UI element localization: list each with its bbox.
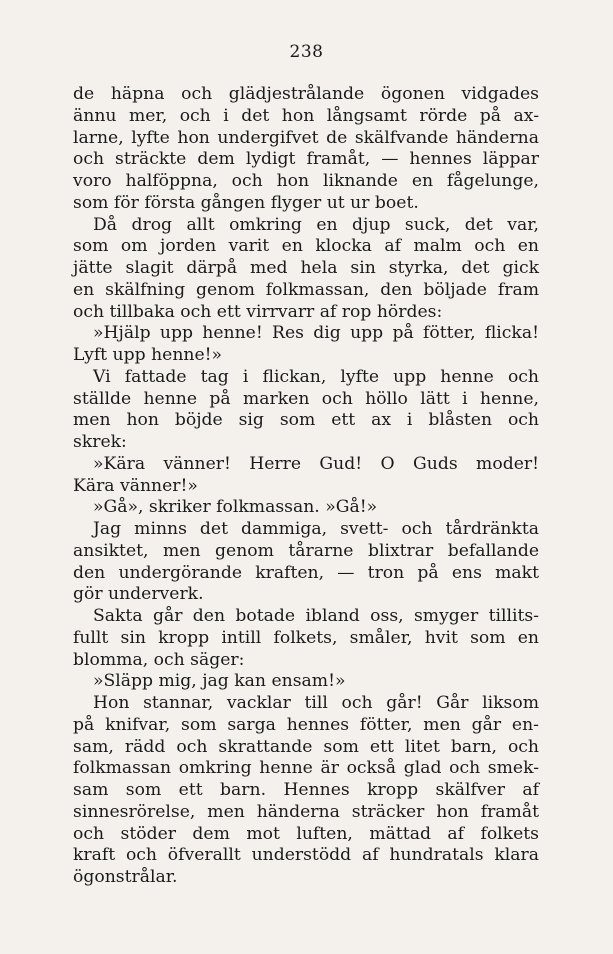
text-line: ansiktet, men genom tårarne blixtrar befallande [73, 540, 539, 561]
text-line: ögonstrålar. [73, 867, 178, 887]
text-line: och tillbaka och ett virrvarr af rop hördes: [73, 301, 443, 322]
text-line: Jag minns det dammiga, svett- och tårdränkta [93, 519, 539, 539]
text-line: skrek: [73, 432, 127, 452]
text-line: den undergörande kraften, — tron på ens makt [73, 562, 539, 583]
text-line: fullt sin kropp intill folkets, småler, hvit som en [73, 627, 539, 648]
text-line: sam, rädd och skrattande som ett litet barn, och [73, 736, 539, 757]
text-line: sam som ett barn. Hennes kropp skälfver af [73, 780, 539, 800]
text-line: Sakta går den botade ibland oss, smyger tillits- [93, 606, 539, 626]
text-line: »Hjälp upp henne! Res dig upp på fötter, flicka! [93, 323, 539, 344]
text-line: »Kära vänner! Herre Gud! O Guds moder! [93, 453, 539, 474]
text-line: som för första gången flyger ut ur boet. [73, 192, 419, 213]
text-line: Lyft upp henne!» [73, 345, 223, 365]
text-line: Kära vänner!» [73, 475, 198, 496]
text-line: en skälfning genom folkmassan, den böljade fram [73, 279, 539, 300]
text-line: gör underverk. [73, 584, 204, 605]
text-line: sinnesrörelse, men händerna sträcker hon framåt [73, 801, 539, 822]
text-line: »Gå», skriker folkmassan. »Gå!» [93, 497, 378, 518]
text-line: som om jorden varit en klocka af malm och en [73, 236, 539, 257]
text-line: Hon stannar, vacklar till och går! Går liksom [93, 693, 539, 713]
text-line: kraft och öfverallt understödd af hundratals klara [73, 845, 539, 866]
text-line: voro halföppna, och hon liknande en fågelunge, [73, 171, 539, 191]
text-line: jätte slagit därpå med hela sin styrka, det gick [73, 258, 539, 278]
body-text [73, 84, 539, 889]
text-line: Då drog allt omkring en djup suck, det var, [93, 214, 539, 235]
text-line: de häpna och glädjestrålande ögonen vidgades [73, 84, 539, 104]
text-line: och stöder dem mot luften, mättad af folkets [73, 823, 539, 844]
text-line: och sträckte dem lydigt framåt, — hennes läppar [73, 149, 539, 170]
text-line: larne, lyfte hon undergifvet de skälfvande händerna [73, 127, 539, 148]
text-line: ännu mer, och i det hon långsamt rörde på ax- [73, 105, 539, 126]
page-number: 238 [289, 42, 324, 62]
text-line: men hon böjde sig som ett ax i blåsten och [73, 410, 539, 431]
text-line: ställde henne på marken och höllo lätt i henne, [73, 388, 539, 409]
text-line: Vi fattade tag i flickan, lyfte upp henne och [93, 366, 539, 387]
text-line: på knifvar, som sarga hennes fötter, men går en- [73, 714, 539, 735]
text-line: folkmassan omkring henne är också glad och smek- [73, 758, 539, 779]
text-line: blomma, och säger: [73, 649, 245, 670]
text-line: »Släpp mig, jag kan ensam!» [93, 671, 346, 692]
